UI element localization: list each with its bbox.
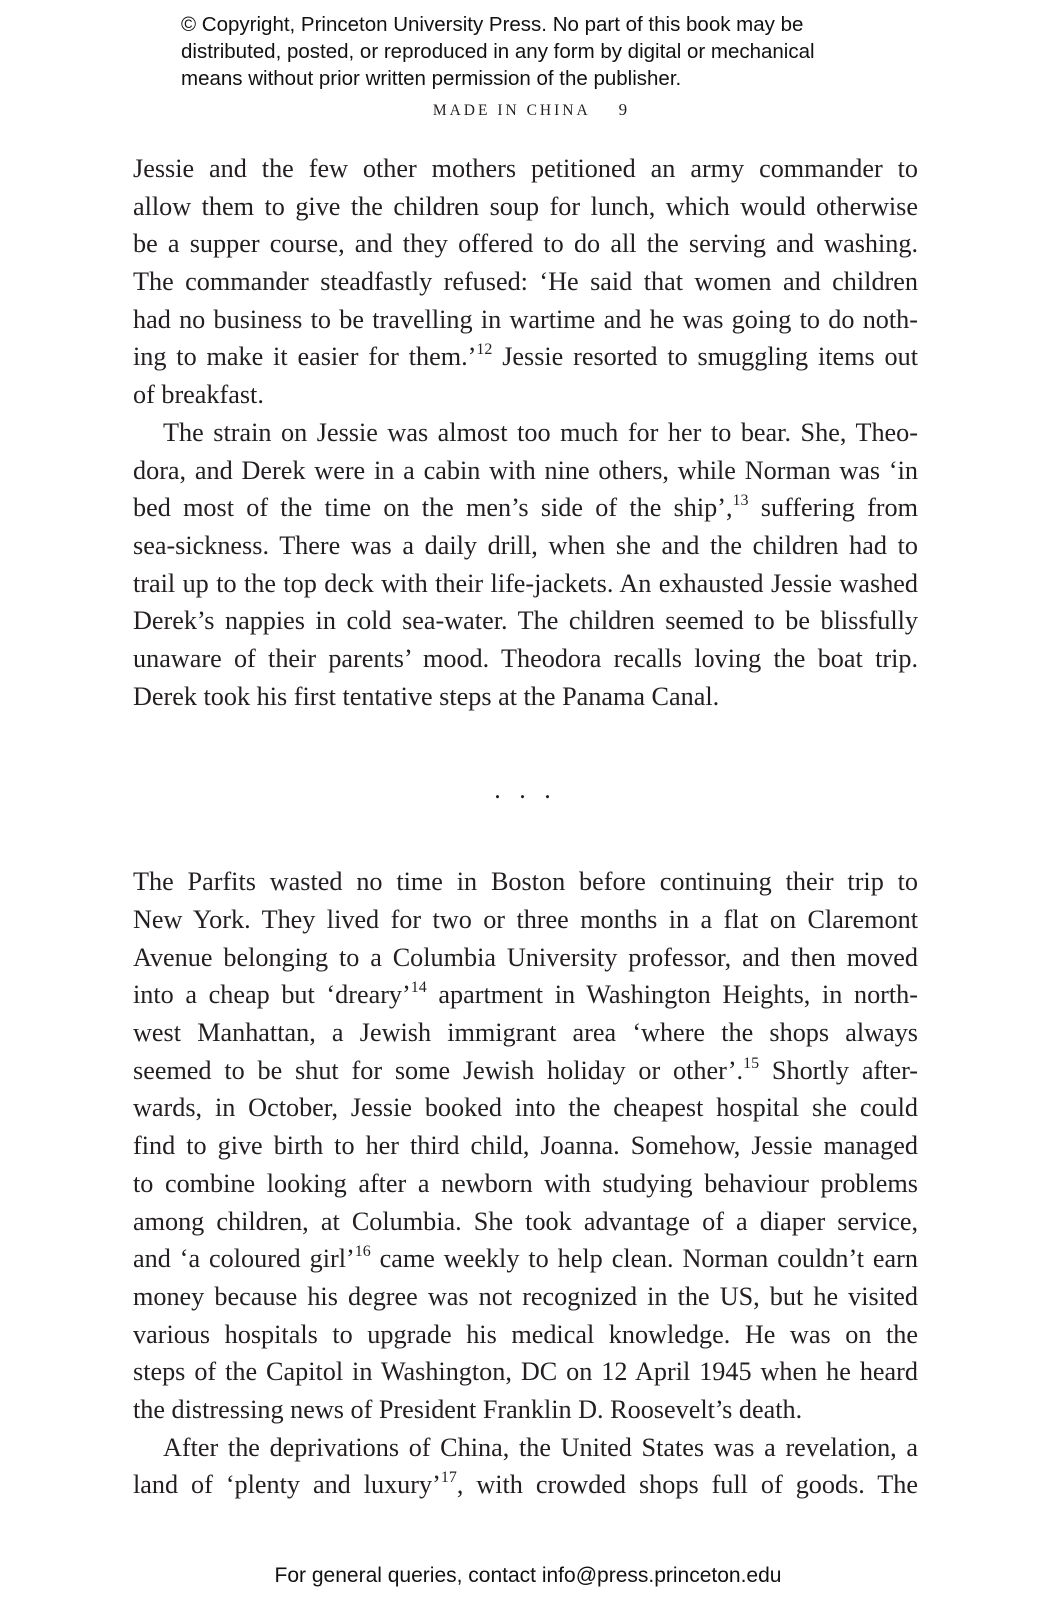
line-segment: came weekly to help clean. Norman couldn’t earn (370, 1244, 918, 1274)
footnote-ref-12: 12 (476, 341, 493, 359)
running-head (0, 100, 1050, 120)
text-line: find to give birth to her third child, Joanna. Somehow, Jessie managed (133, 1131, 918, 1161)
line-segment: into a cheap but ‘dreary’ (133, 980, 411, 1010)
line-segment: apartment in Washington Heights, in north- (426, 980, 918, 1010)
text-line: be a supper course, and they offered to do all the serving and washing. (133, 229, 918, 259)
copyright-line: means without prior written permission of the publisher. (181, 67, 682, 90)
text-line: had no business to be travelling in wartime and he was going to do noth- (133, 304, 918, 334)
text-line: the distressing news of President Franklin D. Roosevelt’s death. (133, 1394, 803, 1424)
text-line: Derek took his first tentative steps at the Panama Canal. (133, 681, 720, 711)
text-line: sea-sickness. There was a daily drill, when she and the children had to (133, 530, 918, 560)
text-line: After the deprivations of China, the United States was a revelation, a (163, 1432, 918, 1462)
copyright-line: distributed, posted, or reproduced in any form by digital or mechanical (181, 40, 815, 63)
text-line: Derek’s nappies in cold sea-water. The children seemed to be blissfully (133, 606, 918, 636)
text-line: The commander steadfastly refused: ‘He said that women and children (133, 267, 918, 297)
text-line: The Parfits wasted no time in Boston before continuing their trip to (133, 867, 918, 897)
paragraph (133, 150, 918, 414)
footnote-ref-16: 16 (354, 1243, 371, 1261)
footnote-ref-13: 13 (732, 492, 749, 510)
paragraph (133, 863, 918, 1428)
text-line: Avenue belonging to a Columbia University professor, and then moved (133, 942, 918, 972)
line-segment: Shortly after- (759, 1055, 918, 1085)
line-segment: bed most of the time on the men’s side of the ship’, (133, 493, 733, 523)
copyright-notice (181, 11, 941, 92)
running-head-title: MADE IN CHINA (432, 102, 590, 119)
footnote-ref-14: 14 (410, 979, 427, 997)
paragraph (133, 1429, 918, 1504)
line-segment: , with crowded shops full of goods. The (456, 1470, 919, 1500)
line-segment: land of ‘plenty and luxury’ (133, 1470, 441, 1500)
line-segment: and ‘a coloured girl’ (133, 1244, 355, 1274)
text-line: to combine looking after a newborn with studying behaviour problems (133, 1168, 918, 1198)
footnote-ref-15: 15 (743, 1054, 760, 1072)
text-line: trail up to the top deck with their life-jackets. An exhausted Jessie washed (133, 568, 918, 598)
text-line: dora, and Derek were in a cabin with nine others, while Norman was ‘in (133, 455, 918, 485)
text-line: unaware of their parents’ mood. Theodora recalls loving the boat trip. (133, 643, 918, 673)
text-line: Jessie and the few other mothers petitioned an army commander to (133, 154, 918, 183)
line-segment: ing to make it easier for them.’ (133, 342, 477, 372)
line-segment: Jessie resorted to smuggling items out (492, 342, 918, 372)
text-line (133, 1466, 918, 1504)
page-number: 9 (618, 100, 628, 119)
copyright-line: © Copyright, Princeton University Press. No part of this book may be (181, 13, 804, 36)
text-line (133, 489, 918, 527)
text-line (133, 1052, 918, 1090)
paragraph (133, 414, 918, 716)
footnote-ref-17: 17 (440, 1469, 457, 1487)
line-segment: suffering from (748, 493, 918, 523)
footer-contact: For general queries, contact info@press.princeton.edu (274, 1564, 782, 1587)
text-line: allow them to give the children soup for lunch, which would otherwise (133, 191, 918, 221)
body-text (133, 150, 918, 1504)
section-break: . . . (494, 775, 557, 805)
text-line: of breakfast. (133, 380, 264, 410)
text-line (133, 1240, 918, 1278)
text-line: The strain on Jessie was almost too much for her to bear. She, Theo- (163, 417, 918, 447)
text-line: steps of the Capitol in Washington, DC on 12 April 1945 when he heard (133, 1357, 918, 1387)
text-line: New York. They lived for two or three months in a flat on Claremont (133, 905, 918, 934)
line-segment: seemed to be shut for some Jewish holiday or other’. (133, 1055, 744, 1085)
text-line: west Manhattan, a Jewish immigrant area ‘where the shops always (133, 1018, 918, 1048)
text-line (133, 976, 918, 1014)
text-line: among children, at Columbia. She took advantage of a diaper service, (133, 1206, 918, 1236)
text-line: money because his degree was not recognized in the US, but he visited (133, 1281, 918, 1311)
text-line: various hospitals to upgrade his medical knowledge. He was on the (133, 1319, 918, 1349)
text-line: wards, in October, Jessie booked into the cheapest hospital she could (133, 1093, 918, 1123)
text-line (133, 338, 918, 376)
